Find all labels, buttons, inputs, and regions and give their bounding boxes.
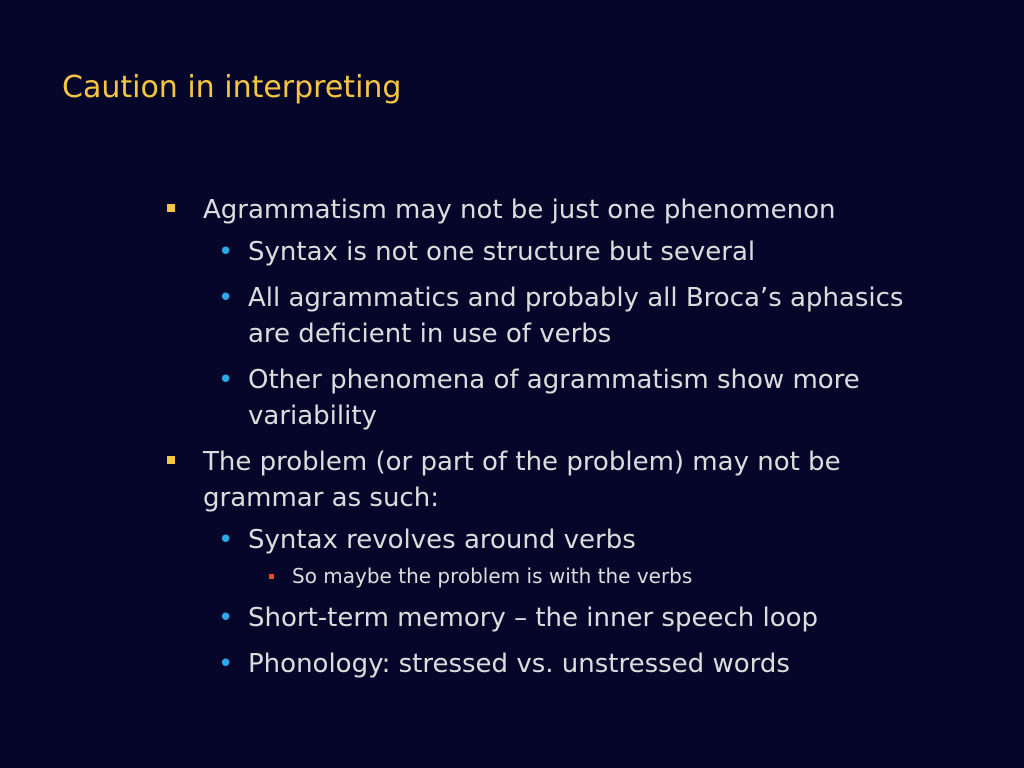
sub-bullet-item	[203, 522, 948, 590]
sub-bullet-item	[203, 600, 948, 636]
sub-sub-bullet-text: So maybe the problem is with the verbs	[292, 564, 693, 588]
round-bullet-icon: •	[218, 365, 234, 395]
round-bullet-icon: •	[218, 283, 234, 313]
bullet-text: The problem (or part of the problem) may not be grammar as such:	[203, 447, 841, 513]
slide-title: Caution in interpreting	[62, 70, 402, 105]
sub-bullet-text: All agrammatics and probably all Broca’s aphasics are deficient in use of verbs	[248, 283, 904, 349]
sub-bullet-text: Syntax revolves around verbs	[248, 525, 636, 555]
sub-bullet-item	[203, 646, 948, 682]
sub-sub-bullet-list	[248, 562, 948, 590]
round-bullet-icon: •	[218, 603, 234, 633]
sub-bullet-text: Phonology: stressed vs. unstressed words	[248, 649, 790, 679]
bullet-item	[166, 444, 966, 682]
sub-bullet-item	[203, 234, 948, 270]
round-bullet-icon: •	[218, 649, 234, 679]
bullet-item	[166, 192, 966, 434]
sub-bullet-list	[203, 522, 966, 682]
sub-bullet-text: Short-term memory – the inner speech loop	[248, 603, 819, 633]
sub-bullet-text: Other phenomena of agrammatism show more variability	[248, 365, 860, 431]
round-bullet-icon: •	[218, 237, 234, 267]
sub-bullet-list	[203, 234, 966, 434]
sub-sub-bullet-item	[248, 562, 948, 590]
bullet-list	[166, 192, 966, 692]
sub-bullet-text: Syntax is not one structure but several	[248, 237, 756, 267]
sub-bullet-item	[203, 280, 948, 352]
sub-bullet-item	[203, 362, 948, 434]
small-square-bullet-icon	[269, 574, 274, 579]
square-bullet-icon	[167, 456, 175, 464]
round-bullet-icon: •	[218, 525, 234, 555]
square-bullet-icon	[167, 204, 175, 212]
bullet-text: Agrammatism may not be just one phenomenon	[203, 195, 836, 225]
